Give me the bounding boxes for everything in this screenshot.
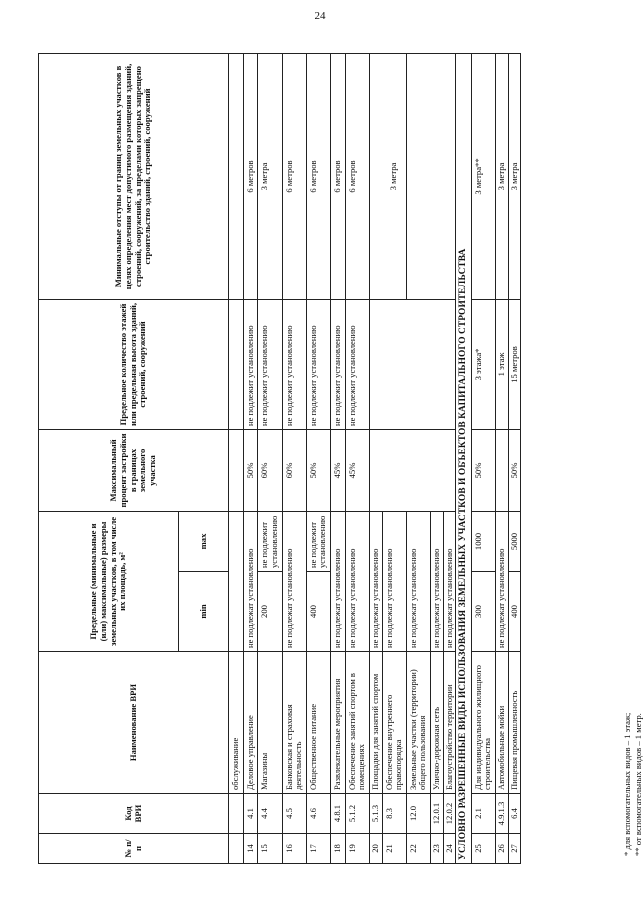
- row-pct: 50%: [471, 429, 495, 511]
- table-row: [369, 53, 382, 863]
- row-code: 12.0.2: [443, 794, 456, 834]
- header-pct: Максимальный процент застройки в границах земельного участка: [39, 429, 229, 511]
- row-pct: 60%: [282, 429, 306, 511]
- row-size: не подлежат установлению: [369, 511, 382, 651]
- row-num: 21: [382, 834, 406, 864]
- row-num: 17: [306, 834, 330, 864]
- row-floors: не подлежит установлению: [282, 299, 306, 429]
- row-size: не подлежат установлению: [243, 511, 258, 651]
- header-num: № п/п: [39, 834, 229, 864]
- row-floors: 1 этаж: [496, 299, 509, 429]
- rotated-table-container: [38, 54, 643, 864]
- row-pct-merged: [369, 429, 455, 511]
- row-floors: не подлежит установлению: [243, 299, 258, 429]
- row-pct: 50%: [243, 429, 258, 511]
- section-row: [456, 53, 472, 863]
- row-code: 5.1.2: [345, 794, 369, 834]
- row-name: Благоустройство территории: [443, 652, 456, 794]
- row-name: Банковская и страховая деятельность: [282, 652, 306, 794]
- row-name: Обеспечение внутреннего правопорядка: [382, 652, 406, 794]
- row-pct: 45%: [345, 429, 369, 511]
- row-code: 4.8.1: [331, 794, 346, 834]
- row-code: 5.1.3: [369, 794, 382, 834]
- row-size: не подлежат установлению: [382, 511, 406, 651]
- row-size: не подлежат установлению: [331, 511, 346, 651]
- row-min: 300: [471, 572, 495, 652]
- row-pct-empty: [496, 429, 509, 511]
- table-row: [471, 53, 495, 863]
- row-name: Развлекательные мероприятия: [331, 652, 346, 794]
- row-num: 27: [508, 834, 521, 864]
- row-num: 14: [243, 834, 258, 864]
- header-min: min: [179, 572, 229, 652]
- row-num: 20: [369, 834, 382, 864]
- row-setback: 3 метра: [258, 53, 282, 299]
- row-code: 4.9.1.3: [496, 794, 509, 834]
- row-num: 22: [406, 834, 430, 864]
- row-name: Обеспечение занятий спортом в помещениях: [345, 652, 369, 794]
- row-floors: не подлежит установлению: [258, 299, 282, 429]
- table-row: [345, 53, 369, 863]
- row-setback: 3 метра**: [471, 53, 495, 299]
- row-num: 15: [258, 834, 282, 864]
- row-min: 400: [306, 572, 330, 652]
- row-name: Земельные участки (территории) общего пользования: [406, 652, 430, 794]
- row-setback-empty: [369, 53, 382, 299]
- row-num: 18: [331, 834, 346, 864]
- header-name: Наименование ВРИ: [39, 652, 229, 794]
- row-size: не подлежат установлению: [431, 511, 444, 651]
- row-setback: 3 метра: [496, 53, 509, 299]
- table-row: [508, 53, 521, 863]
- table-row: [306, 53, 330, 863]
- row-name: Деловое управление: [243, 652, 258, 794]
- row-size: не подлежат установлению: [345, 511, 369, 651]
- row-pct: 45%: [331, 429, 346, 511]
- row-min: 200: [258, 572, 282, 652]
- footnotes: [622, 54, 643, 864]
- row-max: 1000: [471, 511, 495, 571]
- footnote-2: ** от вспомогательных видов – 1 метр.: [632, 713, 643, 856]
- section-title: УСЛОВНО РАЗРЕШЕННЫЕ ВИДЫ ИСПОЛЬЗОВАНИЯ ЗЕМЕЛЬНЫХ УЧАСТКОВ И ОБЪЕКТОВ КАПИТАЛЬНОГО СТРОИТЕЛЬСТВА: [456, 53, 472, 863]
- row-setback: 6 метров: [282, 53, 306, 299]
- row-setback: 6 метров: [243, 53, 258, 299]
- row-min: 400: [508, 572, 521, 652]
- table-row: [282, 53, 306, 863]
- row-num: 23: [431, 834, 444, 864]
- table-row: [496, 53, 509, 863]
- row-floors-merged: [369, 299, 455, 429]
- row-setback: 6 метров: [345, 53, 369, 299]
- table-header-row: [39, 53, 179, 863]
- row-size: не подлежат установлению: [443, 511, 456, 651]
- row-num: 26: [496, 834, 509, 864]
- footnote-1: * для вспомогательных видов – 1 этаж;: [622, 712, 632, 856]
- row-floors: не подлежит установлению: [345, 299, 369, 429]
- table-row: [258, 53, 282, 863]
- row-code: 4.1: [243, 794, 258, 834]
- row-size: не подлежат установлению: [282, 511, 306, 651]
- row-name: Пищевая промышленность: [508, 652, 521, 794]
- row-code: 6.4: [508, 794, 521, 834]
- row-setback: 3 метра: [508, 53, 521, 299]
- row-code: 12.0: [406, 794, 430, 834]
- row-num: 19: [345, 834, 369, 864]
- row-pct: 60%: [258, 429, 282, 511]
- row-num: 16: [282, 834, 306, 864]
- continuation-text: обслуживание: [229, 652, 244, 794]
- table-row: [331, 53, 346, 863]
- row-size: не подлежат установлению: [406, 511, 430, 651]
- header-code: Код ВРИ: [39, 794, 229, 834]
- row-setback-empty: [406, 53, 456, 299]
- row-code: 8.3: [382, 794, 406, 834]
- row-name: Площадки для занятий спортом: [369, 652, 382, 794]
- row-code: 4.6: [306, 794, 330, 834]
- vri-regulations-table: [38, 53, 521, 864]
- row-setback: 6 метров: [306, 53, 330, 299]
- row-setback: 3 метра: [382, 53, 406, 299]
- row-name: Улично-дорожная сеть: [431, 652, 444, 794]
- row-num: 25: [471, 834, 495, 864]
- header-max: max: [179, 511, 229, 571]
- row-floors: не подлежит установлению: [331, 299, 346, 429]
- row-name: Магазины: [258, 652, 282, 794]
- row-max: не подлежит установлению: [258, 511, 282, 571]
- row-code: 4.4: [258, 794, 282, 834]
- row-code: 12.0.1: [431, 794, 444, 834]
- page-number: 24: [314, 10, 326, 22]
- row-setback: 6 метров: [331, 53, 346, 299]
- row-floors: не подлежит установлению: [306, 299, 330, 429]
- header-floors: Предельное количество этажей или предельная высота зданий, строений, сооружений: [39, 299, 229, 429]
- row-pct: 50%: [306, 429, 330, 511]
- row-name: Общественное питание: [306, 652, 330, 794]
- row-floors: 15 метров: [508, 299, 521, 429]
- row-code: 4.5: [282, 794, 306, 834]
- table-row-continuation: [229, 53, 244, 863]
- row-name: Для индивидуального жилищного строительства: [471, 652, 495, 794]
- row-max: 5000: [508, 511, 521, 571]
- row-name: Автомобильные мойки: [496, 652, 509, 794]
- header-setback: Минимальные отступы от границ земельных участков в целях определения мест допустимого размещения зданий, строений, сооружений, за пределами которых запрещено строительство зданий, строений, сооружений: [39, 53, 229, 299]
- row-size: не подлежат установлению: [496, 511, 509, 651]
- table-row: [243, 53, 258, 863]
- row-num: 24: [443, 834, 456, 864]
- header-size: Предельные (минимальные и (или) максимальные) размеры земельных участков, в том числе их площадь, м²: [39, 511, 179, 651]
- row-code: 2.1: [471, 794, 495, 834]
- row-max: не подлежит установлению: [306, 511, 330, 571]
- row-pct: 50%: [508, 429, 521, 511]
- row-floors: 3 этажа*: [471, 299, 495, 429]
